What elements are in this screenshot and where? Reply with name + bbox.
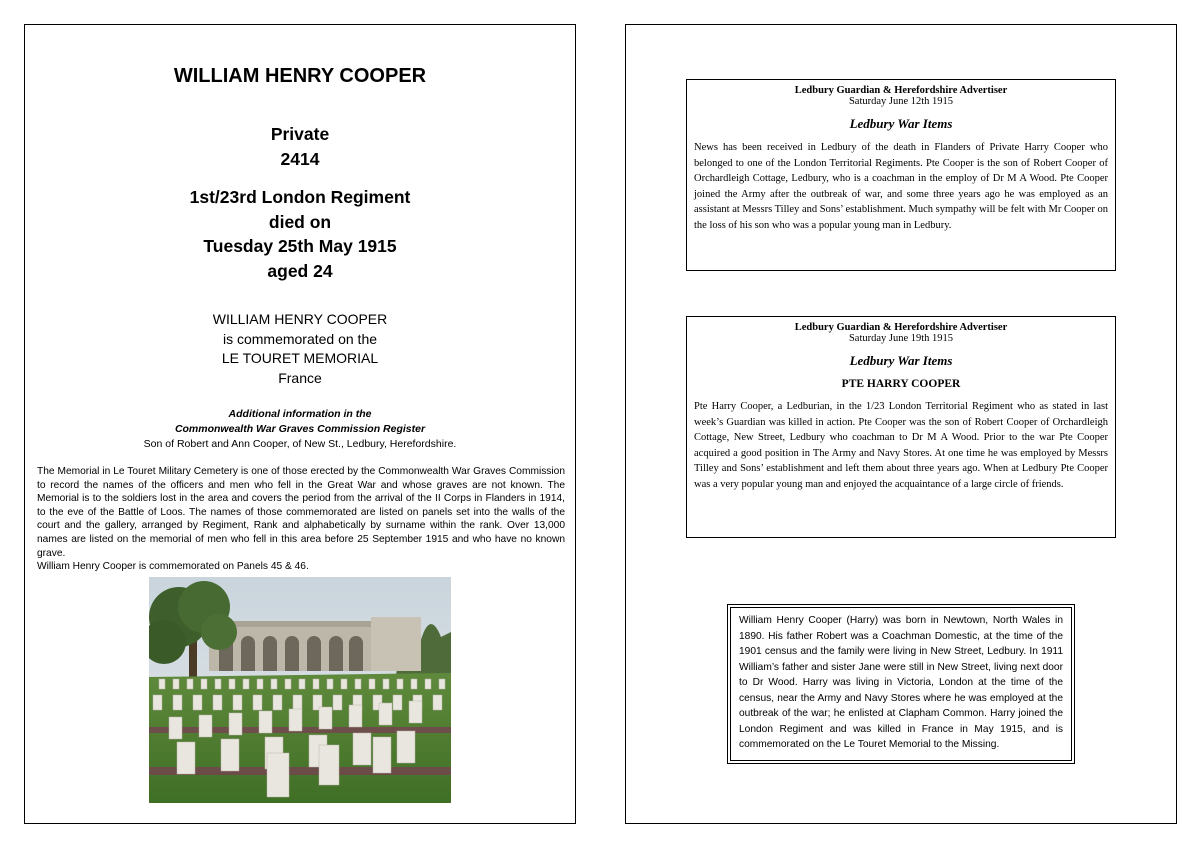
death-date: Tuesday 25th May 1915 (203, 236, 397, 256)
newspaper-date: Saturday June 19th 1915 (848, 333, 954, 344)
newspaper-date: Saturday June 12th 1915 (848, 96, 954, 107)
panels-info: William Henry Cooper is commemorated on Panels 45 & 46. (37, 561, 309, 573)
right-page (625, 24, 1177, 824)
regiment: 1st/23rd London Regiment (189, 187, 411, 207)
left-page (24, 24, 576, 824)
commem-name: WILLIAM HENRY COOPER (212, 311, 388, 327)
age: aged 24 (267, 260, 333, 281)
biography-box (727, 604, 1075, 764)
clipping-headline: Ledbury War Items (849, 116, 953, 131)
biography-text: William Henry Cooper (Harry) was born in Newtown, North Wales in 1890. His father Robert was a Coachman Domestic, at the time of the 1901 census and the family were living in New Street, Ledbury. In 1911 William’s father and sister Jane were still in New Street, living next door to Dr Wood. Harry was living in Victoria, London at the time of the census, near the Army and Navy Stores where he was employed at the outbreak of the war; he enlisted at Clapham Common. Harry joined the London Regiment and was killed in France in May 1915, and is commemorated on the Le Touret Memorial to the Missing. (730, 607, 1072, 761)
parents-info: Son of Robert and Ann Cooper, of New St., Ledbury, Herefordshire. (143, 438, 457, 450)
newspaper-clipping-june-12 (686, 79, 1116, 271)
memorial-description (37, 465, 565, 574)
memorial-paragraph: The Memorial in Le Touret Military Cemetery is one of those erected by the Commonwealth War Graves Commission to record the names of the officers and men who fell in the Great War and whose graves are not known. The Memorial is to the soldiers lost in the area and covers the period from the arrival of the II Corps in Flanders in 1914, to the eve of the Battle of Loos. The names of those commemorated are listed on panels set into the walls of the court and the gallery, arranged by Regiment, Rank and alphabetically by surname within the rank. Over 13,000 names are listed on the memorial of men who fell in this area before 25 September 1915 and who have no known grave. (37, 466, 565, 559)
memorial-photo (149, 577, 451, 803)
newspaper-name: Ledbury Guardian & Herefordshire Advertiser (794, 322, 1008, 333)
addinfo-heading-1: Additional information in the (228, 408, 372, 420)
clipping-headline: Ledbury War Items (849, 353, 953, 368)
memorial-name: LE TOURET MEMORIAL (221, 350, 379, 366)
soldier-name-title: WILLIAM HENRY COOPER (173, 65, 427, 87)
cemetery-photo-image (149, 577, 451, 803)
commem-phrase: is commemorated on the (222, 330, 378, 347)
newspaper-name: Ledbury Guardian & Herefordshire Advertiser (794, 85, 1008, 96)
newspaper-clipping-june-19 (686, 316, 1116, 538)
clipping-body: News has been received in Ledbury of the death in Flanders of Private Harry Cooper who belonged to one of the London Territorial Regiments. Pte Cooper is the son of Robert Cooper of Orchardleigh Cottage, Ledbury, who is a coachman in the employ of Dr M A Wood. Pte Cooper joined the Army after the outbreak of war, and some three years ago he was employed as an assistant at Messrs Tilley and Sons’ establishment. Much sympathy will be felt with Mr Cooper on the loss of his son who was a popular young man in Ledbury. (694, 142, 1108, 231)
country: France (278, 369, 322, 386)
service-details (25, 122, 575, 283)
clipping-body: Pte Harry Cooper, a Ledburian, in the 1/23 London Territorial Regiment who as stated in last week’s Guardian was killed in action. Pte Cooper was the son of Robert Cooper of Orchardleigh Cottage, New Street, Ledbury who coachman to Dr M A Wood. Prior to the war Pte Cooper acquired a good position in The Army and Navy Stores. At one time he was employed by Messrs Tilley and Sons’ establishment and left them about three years ago. When at Ledbury Pte Cooper was a very popular young man and enjoyed the acquaintance of a large circle of friends. (694, 401, 1108, 490)
commemoration-block (25, 310, 575, 388)
addinfo-heading-2: Commonwealth War Graves Commission Register (174, 423, 426, 435)
service-number: 2414 (280, 148, 320, 169)
died-on-label: died on (268, 211, 332, 232)
rank: Private (270, 124, 330, 144)
clipping-subheading: PTE HARRY COOPER (841, 378, 961, 390)
additional-info (25, 407, 575, 452)
